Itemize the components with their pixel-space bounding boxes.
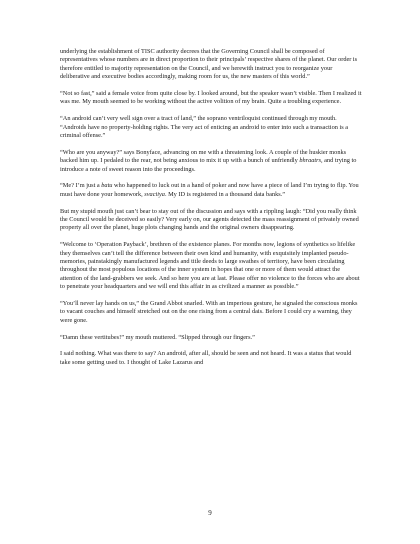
paragraph: [60, 115, 362, 140]
paragraph: [60, 350, 362, 367]
page-number: 9: [208, 509, 212, 517]
text-run: “Me? I’m just a: [60, 182, 102, 190]
paragraph: [60, 182, 362, 199]
paragraph: [60, 149, 362, 174]
italic-word: svaciiya: [144, 190, 165, 198]
text-run: , and trying to introduce a note of sweet reason into the proceedings.: [60, 157, 357, 173]
paragraph: [60, 334, 362, 342]
text-run: “Welcome to ‘Operation Payback’, brethren of the existence planes. For months now, legions of synthetics so lifelike they themselves can’t tell the difference between their own kind and humanity, with exquisitely implanted pseudo-memories, painstakingly manufactured legends and title deeds to large swathes of territory, have been circulating throughout the most populous locations of the inner system in hopes that one or more of them would attract the attention of the land-grabbers we seek. And so here you are at last. Please offer no violence to the forces who are about to penetrate your headquarters and we will end this affair in as civilized a manner as possible.”: [60, 241, 360, 291]
italic-word: bhraatrs: [299, 157, 322, 165]
text-run: underlying the establishment of TISC authority decrees that the Governing Council shall be composed of representatives whose numbers are in direct proportion to their principals’ respective shares of the planet. Our order is therefore entitled to majority representation on the Council, and we herewith instruct you to reorganize your deliberative and executive bodies accordingly, making room for us, the new masters of this world.”: [60, 48, 358, 81]
paragraph: [60, 300, 362, 325]
text-run: “You’ll never lay hands on us,” the Grand Abbot snarled. With an imperious gesture, he signaled the conscious monks to vacant couches and himself stretched out on the one rising from a central dais. Before I could cry a warning, they were gone.: [60, 300, 358, 324]
text-run: “Who are you anyway?” says Bonyface, advancing on me with a threatening look. A couple of the huskier monks backed him up. I pedaled to the rear, not being anxious to mix it up with a bunch of unfriendly: [60, 148, 347, 165]
text-run: . My ID is registered in a thousand data banks.”: [164, 190, 286, 198]
paragraph: [60, 90, 362, 107]
text-run: who happened to luck out in a hand of poker and now have a piece of land I’m trying to flip. You must have done your homework,: [60, 182, 359, 198]
text-run: “Damn these vertitubes!” my mouth muttered. “Slipped through our fingers.”: [60, 333, 255, 341]
paragraph: [60, 48, 362, 82]
text-run: But my stupid mouth just can’t bear to stay out of the discussion and says with a rippling laugh: “Did you really think the Council would be deceived so easily? Very early on, our agents detected the mass reassignment of privately owned property all over the planet, huge plots changing hands and the original owners disappearing.: [60, 207, 359, 232]
text-run: “An android can’t very well sign over a tract of land,” the soprano ventriloquist continued through my mouth. “Androids have no property-holding rights. The very act of enticing an android to enter into such a transaction is a criminal offense.”: [60, 115, 349, 140]
italic-word: batu: [101, 182, 113, 190]
text-run: I said nothing. What was there to say? An android, after all, should be seen and not heard. It was a status that would take some getting used to. I thought of Lake Lazarus and: [60, 350, 352, 366]
document-page: [60, 48, 362, 518]
paragraph: [60, 208, 362, 233]
body-text: [60, 48, 362, 367]
text-run: “Not so fast,” said a female voice from quite close by. I looked around, but the speaker wasn’t visible. Then I realized it was me. My mouth seemed to be working without the active volition of my brain. Quite a troubling experience.: [60, 90, 362, 106]
paragraph: [60, 241, 362, 291]
